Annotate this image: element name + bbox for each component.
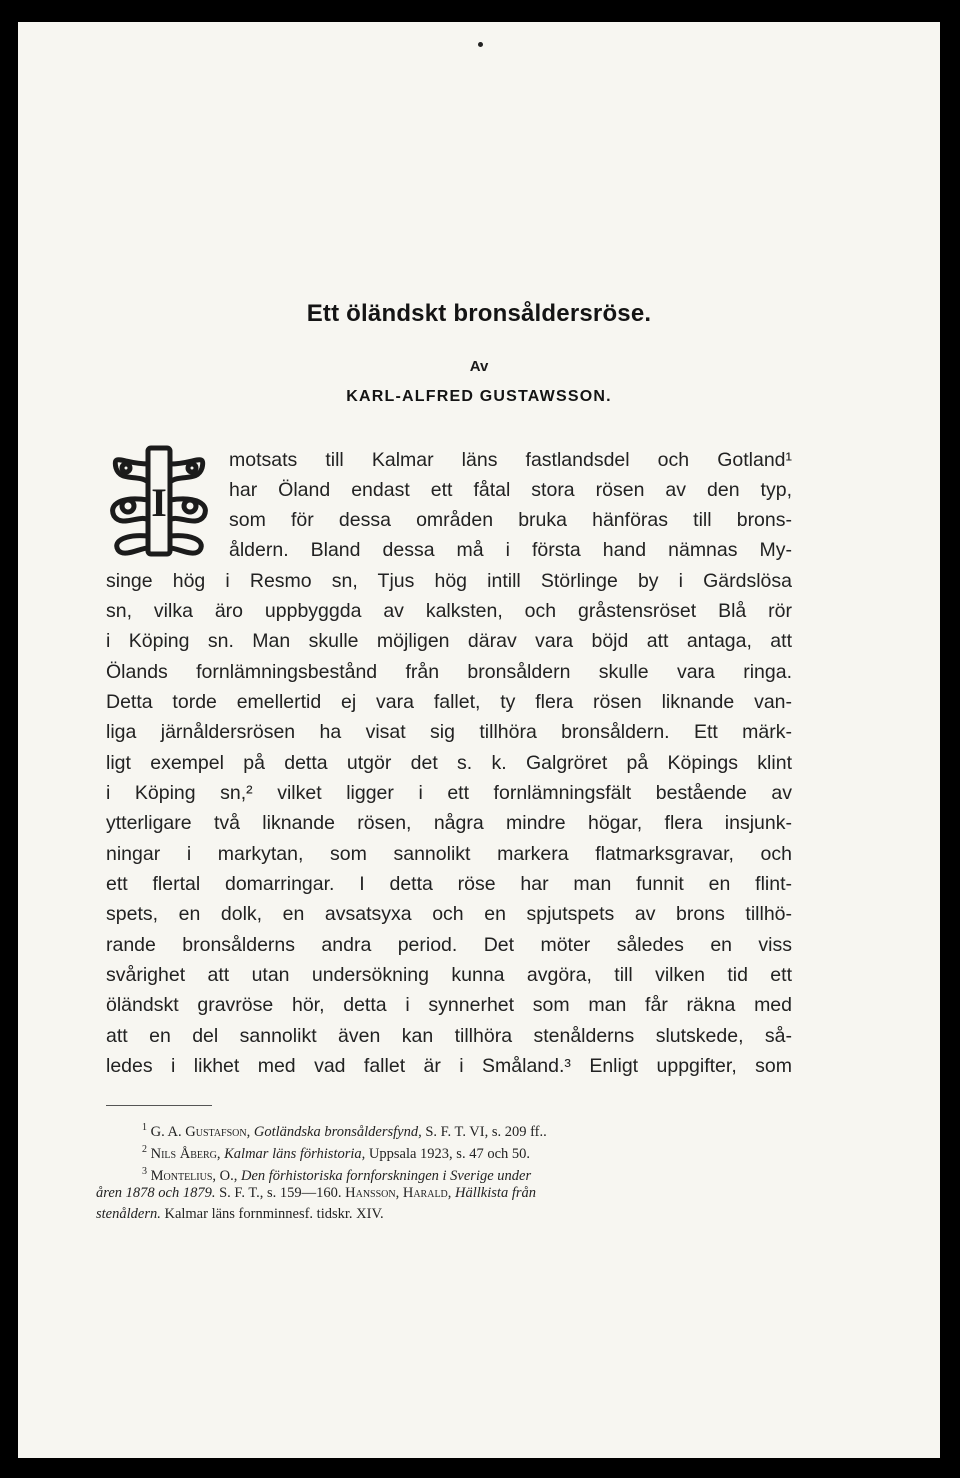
footnote-rule bbox=[106, 1105, 212, 1106]
footnote-1 bbox=[142, 1118, 547, 1142]
footnote-number: 2 bbox=[142, 1144, 147, 1155]
body-line: motsats till Kalmar läns fastlandsdel och Gotland¹ bbox=[229, 449, 792, 471]
footnote-author: G. A. Gustafson, bbox=[150, 1123, 251, 1140]
body-line: spets, en dolk, en avsatsyxa och en spjutspets av brons tillhö- bbox=[106, 903, 792, 925]
footnote-reference: Uppsala 1923, s. 47 och 50. bbox=[368, 1145, 530, 1162]
body-line: ligt exempel på detta utgör det s. k. Galgröret på Köpings klint bbox=[106, 752, 792, 774]
document-page bbox=[18, 22, 940, 1458]
byline: Av bbox=[469, 358, 489, 375]
print-speck bbox=[478, 42, 483, 47]
footnote-title: Hällkista från bbox=[455, 1185, 536, 1201]
footnote-title: Den förhistoriska fornforskningen i Sverige under bbox=[241, 1167, 532, 1184]
footnote-author: Montelius, O., bbox=[150, 1167, 238, 1184]
body-line: liga järnåldersrösen ha visat sig tillhöra bronsåldern. Ett märk- bbox=[106, 721, 792, 743]
body-line: singe hög i Resmo sn, Tjus hög intill Störlinge by i Gärdslösa bbox=[106, 570, 792, 592]
body-line: åldern. Bland dessa må i första hand nämnas My- bbox=[229, 539, 792, 561]
footnote-3-continued bbox=[96, 1204, 384, 1224]
body-line: ett flertal domarringar. I detta röse har man funnit en flint- bbox=[106, 873, 792, 895]
footnote-number: 3 bbox=[142, 1166, 147, 1177]
body-line: ningar i markytan, som sannolikt markera flatmarksgravar, och bbox=[106, 843, 792, 865]
footnote-title: Kalmar läns förhistoria, bbox=[224, 1145, 366, 1162]
article-title: Ett öländskt bronsåldersröse. bbox=[306, 300, 652, 327]
footnote-reference: S. F. T., s. 159—160. bbox=[219, 1185, 342, 1201]
body-line: som för dessa områden bruka hänföras till brons- bbox=[229, 509, 792, 531]
ornamental-initial-icon bbox=[104, 444, 214, 558]
initial-letter: I bbox=[151, 480, 167, 525]
body-line: sn, vilka äro uppbyggda av kalksten, och gråstensröset Blå rör bbox=[106, 600, 792, 622]
body-line: Ölands fornlämningsbestånd från bronsåldern skulle vara ringa. bbox=[106, 661, 792, 683]
footnote-author: Hansson, Harald, bbox=[345, 1185, 452, 1201]
body-line: i Köping sn. Man skulle möjligen därav vara böjd att antaga, att bbox=[106, 630, 792, 652]
body-line: i Köping sn,² vilket ligger i ett fornlämningsfält bestående av bbox=[106, 782, 792, 804]
footnote-title: stenåldern. bbox=[96, 1206, 161, 1222]
body-line: Detta torde emellertid ej vara fallet, ty flera rösen liknande van- bbox=[106, 691, 792, 713]
body-line: öländskt gravröse hör, detta i synnerhet som man får räkna med bbox=[106, 994, 792, 1016]
body-line: ytterligare två liknande rösen, några mindre högar, flera insjunk- bbox=[106, 812, 792, 834]
author-name: KARL-ALFRED GUSTAWSSON. bbox=[346, 388, 612, 405]
footnote-reference: S. F. T. VI, s. 209 ff.. bbox=[425, 1123, 547, 1140]
footnote-2 bbox=[142, 1140, 530, 1164]
body-line: att en del sannolikt även kan tillhöra stenålderns slutskede, så- bbox=[106, 1025, 792, 1047]
body-line: svårighet att utan undersökning kunna avgöra, till vilken tid ett bbox=[106, 964, 792, 986]
footnote-title: Gotländska bronsåldersfynd, bbox=[253, 1123, 422, 1140]
body-line: har Öland endast ett fåtal stora rösen av den typ, bbox=[229, 479, 792, 501]
footnote-title: åren 1878 och 1879. bbox=[96, 1185, 216, 1201]
body-line: ledes i likhet med vad fallet är i Småland.³ Enligt uppgifter, som bbox=[106, 1055, 792, 1077]
footnote-number: 1 bbox=[142, 1122, 147, 1133]
footnote-author: Nils Åberg, bbox=[150, 1145, 221, 1162]
body-line: rande bronsålderns andra period. Det möter således en viss bbox=[106, 934, 792, 956]
footnote-reference: Kalmar läns fornminnesf. tidskr. XIV. bbox=[164, 1206, 384, 1222]
footnote-3-continued bbox=[96, 1183, 536, 1203]
